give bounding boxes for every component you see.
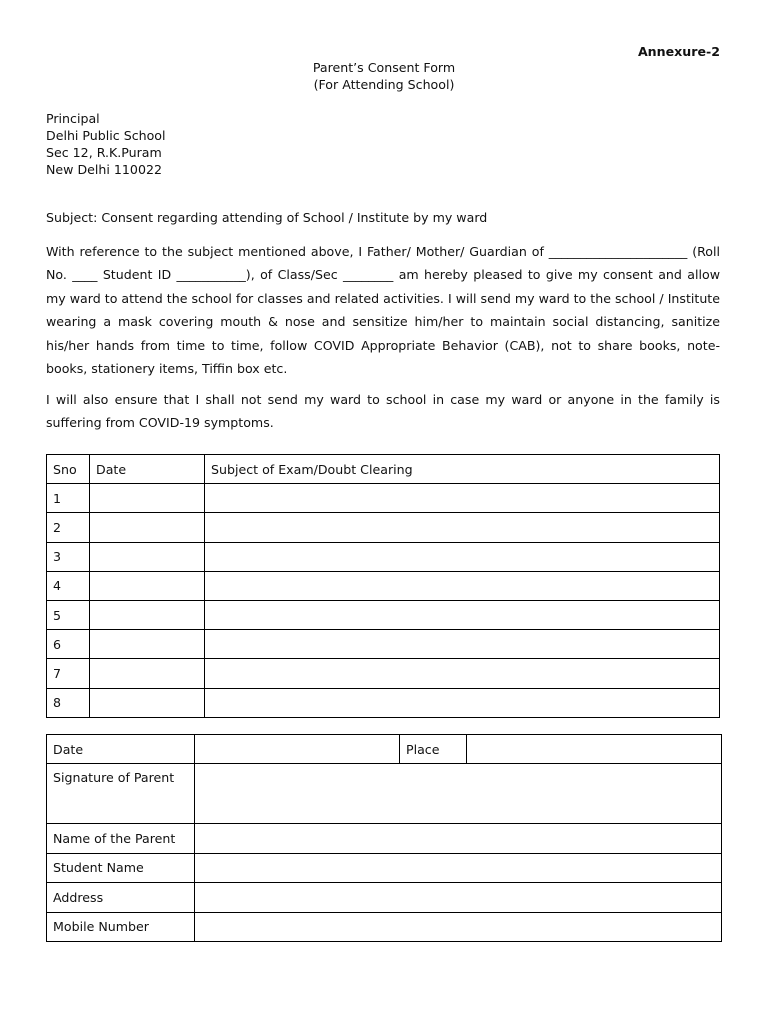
row-sno: 2 xyxy=(47,513,90,542)
mobile-label: Mobile Number xyxy=(47,912,195,941)
row-sno: 7 xyxy=(47,659,90,688)
symptoms-paragraph: I will also ensure that I shall not send my ward to school in case my ward or anyone in the family is suffering from COVID-19 symptoms. xyxy=(46,392,720,431)
table-row xyxy=(47,630,720,659)
table-row xyxy=(47,688,720,717)
address-line-2: Delhi Public School xyxy=(46,128,166,143)
row-subject-cell[interactable] xyxy=(205,542,720,571)
address-line-4: New Delhi 110022 xyxy=(46,162,162,177)
date-field[interactable] xyxy=(195,735,400,764)
place-label: Place xyxy=(400,735,467,764)
signature-row xyxy=(47,764,722,824)
table-row xyxy=(47,484,720,513)
parent-name-row xyxy=(47,824,722,853)
row-subject-cell[interactable] xyxy=(205,513,720,542)
address-line-1: Principal xyxy=(46,111,100,126)
address-row xyxy=(47,883,722,912)
row-subject-cell[interactable] xyxy=(205,571,720,600)
mobile-field[interactable] xyxy=(195,912,722,941)
annexure-label: Annexure-2 xyxy=(637,44,720,59)
row-date-cell[interactable] xyxy=(90,571,205,600)
row-sno: 6 xyxy=(47,630,90,659)
date-label: Date xyxy=(47,735,195,764)
header-sno: Sno xyxy=(47,455,90,484)
date-place-row xyxy=(47,735,722,764)
subject-line: Subject: Consent regarding attending of School / Institute by my ward xyxy=(46,210,488,225)
row-date-cell[interactable] xyxy=(90,542,205,571)
parent-name-field[interactable] xyxy=(195,824,722,853)
row-subject-cell[interactable] xyxy=(205,688,720,717)
header-subject: Subject of Exam/Doubt Clearing xyxy=(205,455,720,484)
row-date-cell[interactable] xyxy=(90,600,205,629)
parent-details-table xyxy=(46,734,722,942)
student-name-label: Student Name xyxy=(47,853,195,882)
row-subject-cell[interactable] xyxy=(205,600,720,629)
form-subtitle: (For Attending School) xyxy=(313,77,455,92)
signature-label: Signature of Parent xyxy=(47,764,195,824)
row-date-cell[interactable] xyxy=(90,513,205,542)
row-sno: 5 xyxy=(47,600,90,629)
signature-field[interactable] xyxy=(195,764,722,824)
form-title-block xyxy=(0,59,768,93)
row-subject-cell[interactable] xyxy=(205,659,720,688)
table-row xyxy=(47,542,720,571)
row-date-cell[interactable] xyxy=(90,630,205,659)
header-date: Date xyxy=(90,455,205,484)
row-sno: 3 xyxy=(47,542,90,571)
table-row xyxy=(47,513,720,542)
mobile-row xyxy=(47,912,722,941)
row-date-cell[interactable] xyxy=(90,688,205,717)
place-field[interactable] xyxy=(467,735,722,764)
row-sno: 1 xyxy=(47,484,90,513)
table-row xyxy=(47,600,720,629)
row-subject-cell[interactable] xyxy=(205,630,720,659)
recipient-address xyxy=(46,110,166,178)
address-field[interactable] xyxy=(195,883,722,912)
row-date-cell[interactable] xyxy=(90,659,205,688)
row-subject-cell[interactable] xyxy=(205,484,720,513)
table-header-row xyxy=(47,455,720,484)
row-date-cell[interactable] xyxy=(90,484,205,513)
parent-name-label: Name of the Parent xyxy=(47,824,195,853)
form-title: Parent’s Consent Form xyxy=(312,60,456,75)
address-line-3: Sec 12, R.K.Puram xyxy=(46,145,162,160)
student-name-field[interactable] xyxy=(195,853,722,882)
row-sno: 4 xyxy=(47,571,90,600)
student-name-row xyxy=(47,853,722,882)
table-row xyxy=(47,571,720,600)
exam-schedule-table xyxy=(46,454,720,718)
table-row xyxy=(47,659,720,688)
address-label: Address xyxy=(47,883,195,912)
row-sno: 8 xyxy=(47,688,90,717)
consent-paragraph: With reference to the subject mentioned above, I Father/ Mother/ Guardian of ______________________ (Roll No. ____ Student ID ___________), of Class/Sec ________ am hereby pleased to give my consent and allow my ward to attend the school for classes and related activities. I will send my ward to the school / Institute wearing a mask covering mouth & nose and sensitize him/her to maintain social distancing, sanitize his/her hands from time to time, follow COVID Appropriate Behavior (CAB), not to share books, note-books, stationery items, Tiffin box etc. xyxy=(46,244,720,377)
